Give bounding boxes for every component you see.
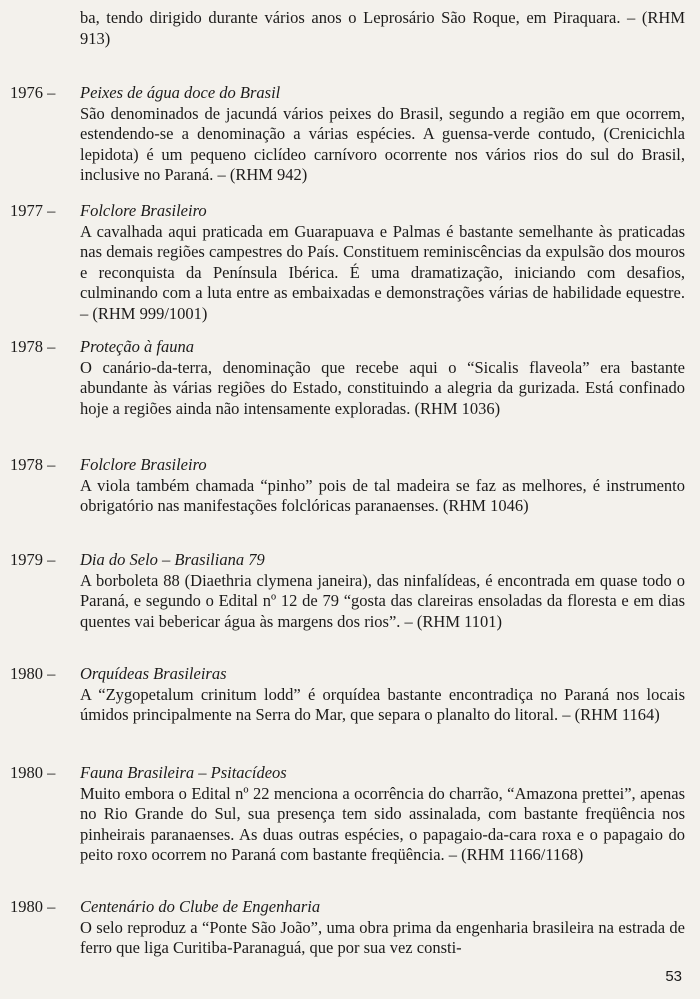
entry-year: 1980 – <box>10 763 56 782</box>
entry-title: Folclore Brasileiro <box>80 455 207 474</box>
entry-text: O canário-da-terra, denominação que recebe aqui o “Sicalis flaveola” era bastante abundante às várias regiões do Estado, constituindo a alegria da gurizada. Está confinado hoje a regiões ainda não intensamente exploradas. (RHM 1036) <box>80 357 685 418</box>
entry-title: Centenário do Clube de Engenharia <box>80 897 321 916</box>
entry-title: Fauna Brasileira – Psitacídeos <box>80 763 287 782</box>
entry-year: 1980 – <box>10 897 56 916</box>
entry-title: Dia do Selo – Brasiliana 79 <box>80 550 265 569</box>
entry-title: Orquídeas Brasileiras <box>80 664 227 683</box>
continuation-paragraph: ba, tendo dirigido durante vários anos o Leprosário São Roque, em Piraquara. – (RHM 913) <box>80 8 685 48</box>
page-number: 53 <box>665 968 682 985</box>
entry-text: A “Zygopetalum crinitum lodd” é orquídea bastante encontradiça no Paraná nos locais úmidos principalmente na Serra do Mar, que separa o planalto do litoral. – (RHM 1164) <box>80 684 685 724</box>
entry-title: Proteção à fauna <box>80 337 194 356</box>
entry-year: 1980 – <box>10 664 56 683</box>
entry-text: O selo reproduz a “Ponte São João”, uma obra prima da engenharia brasileira na estrada de ferro que liga Curitiba-Paranaguá, que por sua vez consti- <box>80 917 685 957</box>
entry-text: Muito embora o Edital nº 22 menciona a ocorrência do charrão, “Amazona prettei”, apenas no Rio Grande do Sul, sua presença tem sido assinalada, com bastante freqüência nos pinheirais paranaenses. As duas outras espécies, o papagaio-da-cara roxa e o papagaio do peito roxo ocorrem no Paraná com bastante freqüência. – (RHM 1166/1168) <box>80 783 685 864</box>
entry-title: Folclore Brasileiro <box>80 201 207 220</box>
entry-year: 1979 – <box>10 550 56 569</box>
entry-title: Peixes de água doce do Brasil <box>80 83 281 102</box>
entry-year: 1976 – <box>10 83 56 102</box>
entry-year: 1978 – <box>10 455 56 474</box>
entry-text: A cavalhada aqui praticada em Guarapuava e Palmas é bastante semelhante às praticadas nas demais regiões campestres do País. Constituem reminiscências da expulsão dos mouros e reconquista da Península Ibérica. É uma dramatização, iniciando com desafios, culminando com a luta entre as embaixadas e demonstrações várias de habilidade equestre. – (RHM 999/1001) <box>80 221 685 323</box>
entry-year: 1978 – <box>10 337 56 356</box>
entry-text: São denominados de jacundá vários peixes do Brasil, segundo a região em que ocorrem, estendendo-se a denominação a várias espécies. A guensa-verde contudo, (Crenicichla lepidota) é um pequeno ciclídeo carnívoro ocorrente nos vários rios do sul do Brasil, inclusive no Paraná. – (RHM 942) <box>80 103 685 184</box>
entry-text: A viola também chamada “pinho” pois de tal madeira se faz as melhores, é instrumento obrigatório nas manifestações folclóricas paranaenses. (RHM 1046) <box>80 475 685 515</box>
entry-text: A borboleta 88 (Diaethria clymena janeira), das ninfalídeas, é encontrada em quase todo o Paraná, e segundo o Edital nº 12 de 79 “gosta das clareiras ensoladas da floresta e em dias quentes vai bebericar água às margens dos rios”. – (RHM 1101) <box>80 570 685 631</box>
entry-year: 1977 – <box>10 201 56 220</box>
